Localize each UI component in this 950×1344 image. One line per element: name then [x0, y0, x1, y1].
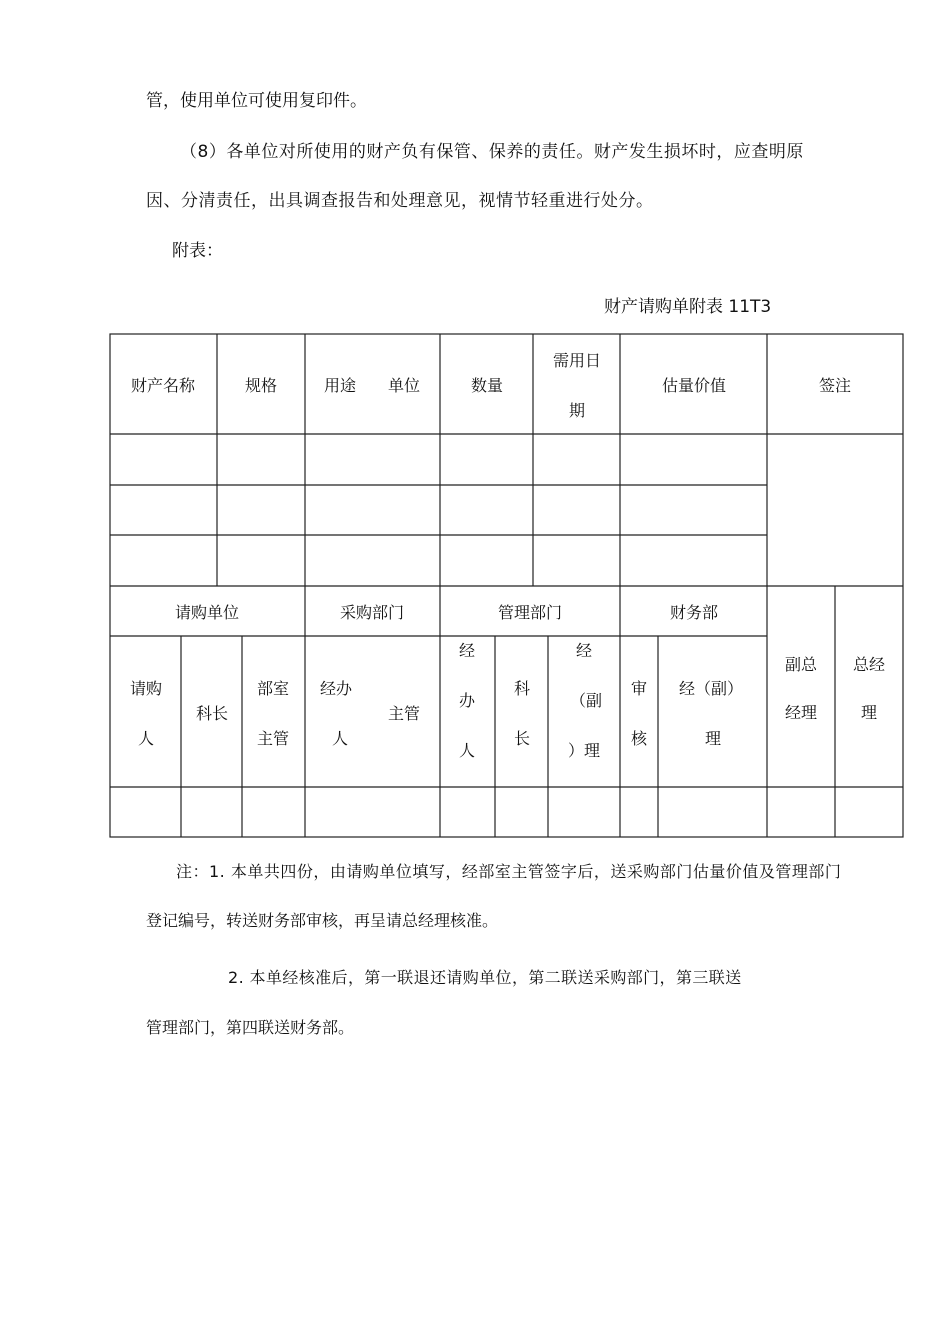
group-requesting-unit: 请购单位	[174, 603, 240, 622]
role-dept-head-line2: 主管	[256, 729, 290, 748]
appendix-label: 附表：	[172, 241, 223, 261]
header-spec: 规格	[244, 376, 278, 395]
role-audit-line2: 核	[630, 729, 648, 748]
role-finance-manager-line2: 理	[704, 729, 722, 748]
vice-gm-line1: 副总	[784, 655, 818, 674]
note-2-continued: 管理部门，第四联送财务部。	[146, 1018, 355, 1037]
role-mgmt-manager-line1: 经	[575, 641, 593, 660]
header-date-line2: 期	[568, 401, 586, 420]
note-2: 2. 本单经核准后，第一联退还请购单位，第二联送采购部门，第三联送	[228, 968, 742, 987]
vice-gm-line2: 经理	[784, 703, 818, 722]
role-mgmt-manager-line2: （副	[569, 691, 603, 710]
group-purchasing-dept: 采购部门	[339, 603, 405, 622]
role-finance-manager-line1: 经（副）	[678, 679, 744, 698]
role-purchase-handler-line2: 人	[331, 729, 349, 748]
role-audit-line1: 审	[630, 679, 648, 698]
role-section-chief: 科长	[195, 704, 229, 723]
role-mgmt-manager-line3: ）理	[567, 741, 601, 760]
header-remarks: 签注	[818, 376, 852, 395]
header-usage: 用途	[323, 376, 357, 395]
role-purchase-handler-line1: 经办	[319, 679, 353, 698]
gm-line2: 理	[860, 703, 878, 722]
role-mgmt-handler-line2: 办	[458, 691, 476, 710]
header-quantity: 数量	[470, 376, 504, 395]
group-management-dept: 管理部门	[497, 603, 563, 622]
note-1: 注：1. 本单共四份，由请购单位填写，经部室主管签字后，送采购部门估量价值及管理部门	[176, 862, 842, 881]
role-mgmt-handler-line1: 经	[458, 641, 476, 660]
role-mgmt-handler-line3: 人	[458, 741, 476, 760]
group-finance-dept: 财务部	[669, 603, 719, 622]
role-requester-line2: 人	[137, 729, 155, 748]
header-property-name: 财产名称	[130, 376, 196, 395]
role-dept-head-line1: 部室	[256, 679, 290, 698]
paragraph-item-8: （8）各单位对所使用的财产负有保管、保养的责任。财产发生损坏时，应查明原	[180, 142, 804, 162]
role-mgmt-chief-line1: 科	[513, 679, 531, 698]
role-requester-line1: 请购	[129, 679, 163, 698]
header-date-line1: 需用日	[552, 351, 602, 370]
header-estimated-value: 估量价值	[661, 376, 727, 395]
note-1-continued: 登记编号，转送财务部审核，再呈请总经理核准。	[146, 911, 499, 930]
role-mgmt-chief-line2: 长	[513, 729, 531, 748]
paragraph-continuation: 管，使用单位可使用复印件。	[146, 91, 367, 111]
header-unit: 单位	[387, 376, 421, 395]
table-caption: 财产请购单附表 11T3	[604, 297, 772, 317]
role-purchase-supervisor: 主管	[387, 704, 421, 723]
paragraph-item-8-continued: 因、分清责任，出具调查报告和处理意见，视情节轻重进行处分。	[146, 191, 654, 211]
gm-line1: 总经	[852, 655, 886, 674]
